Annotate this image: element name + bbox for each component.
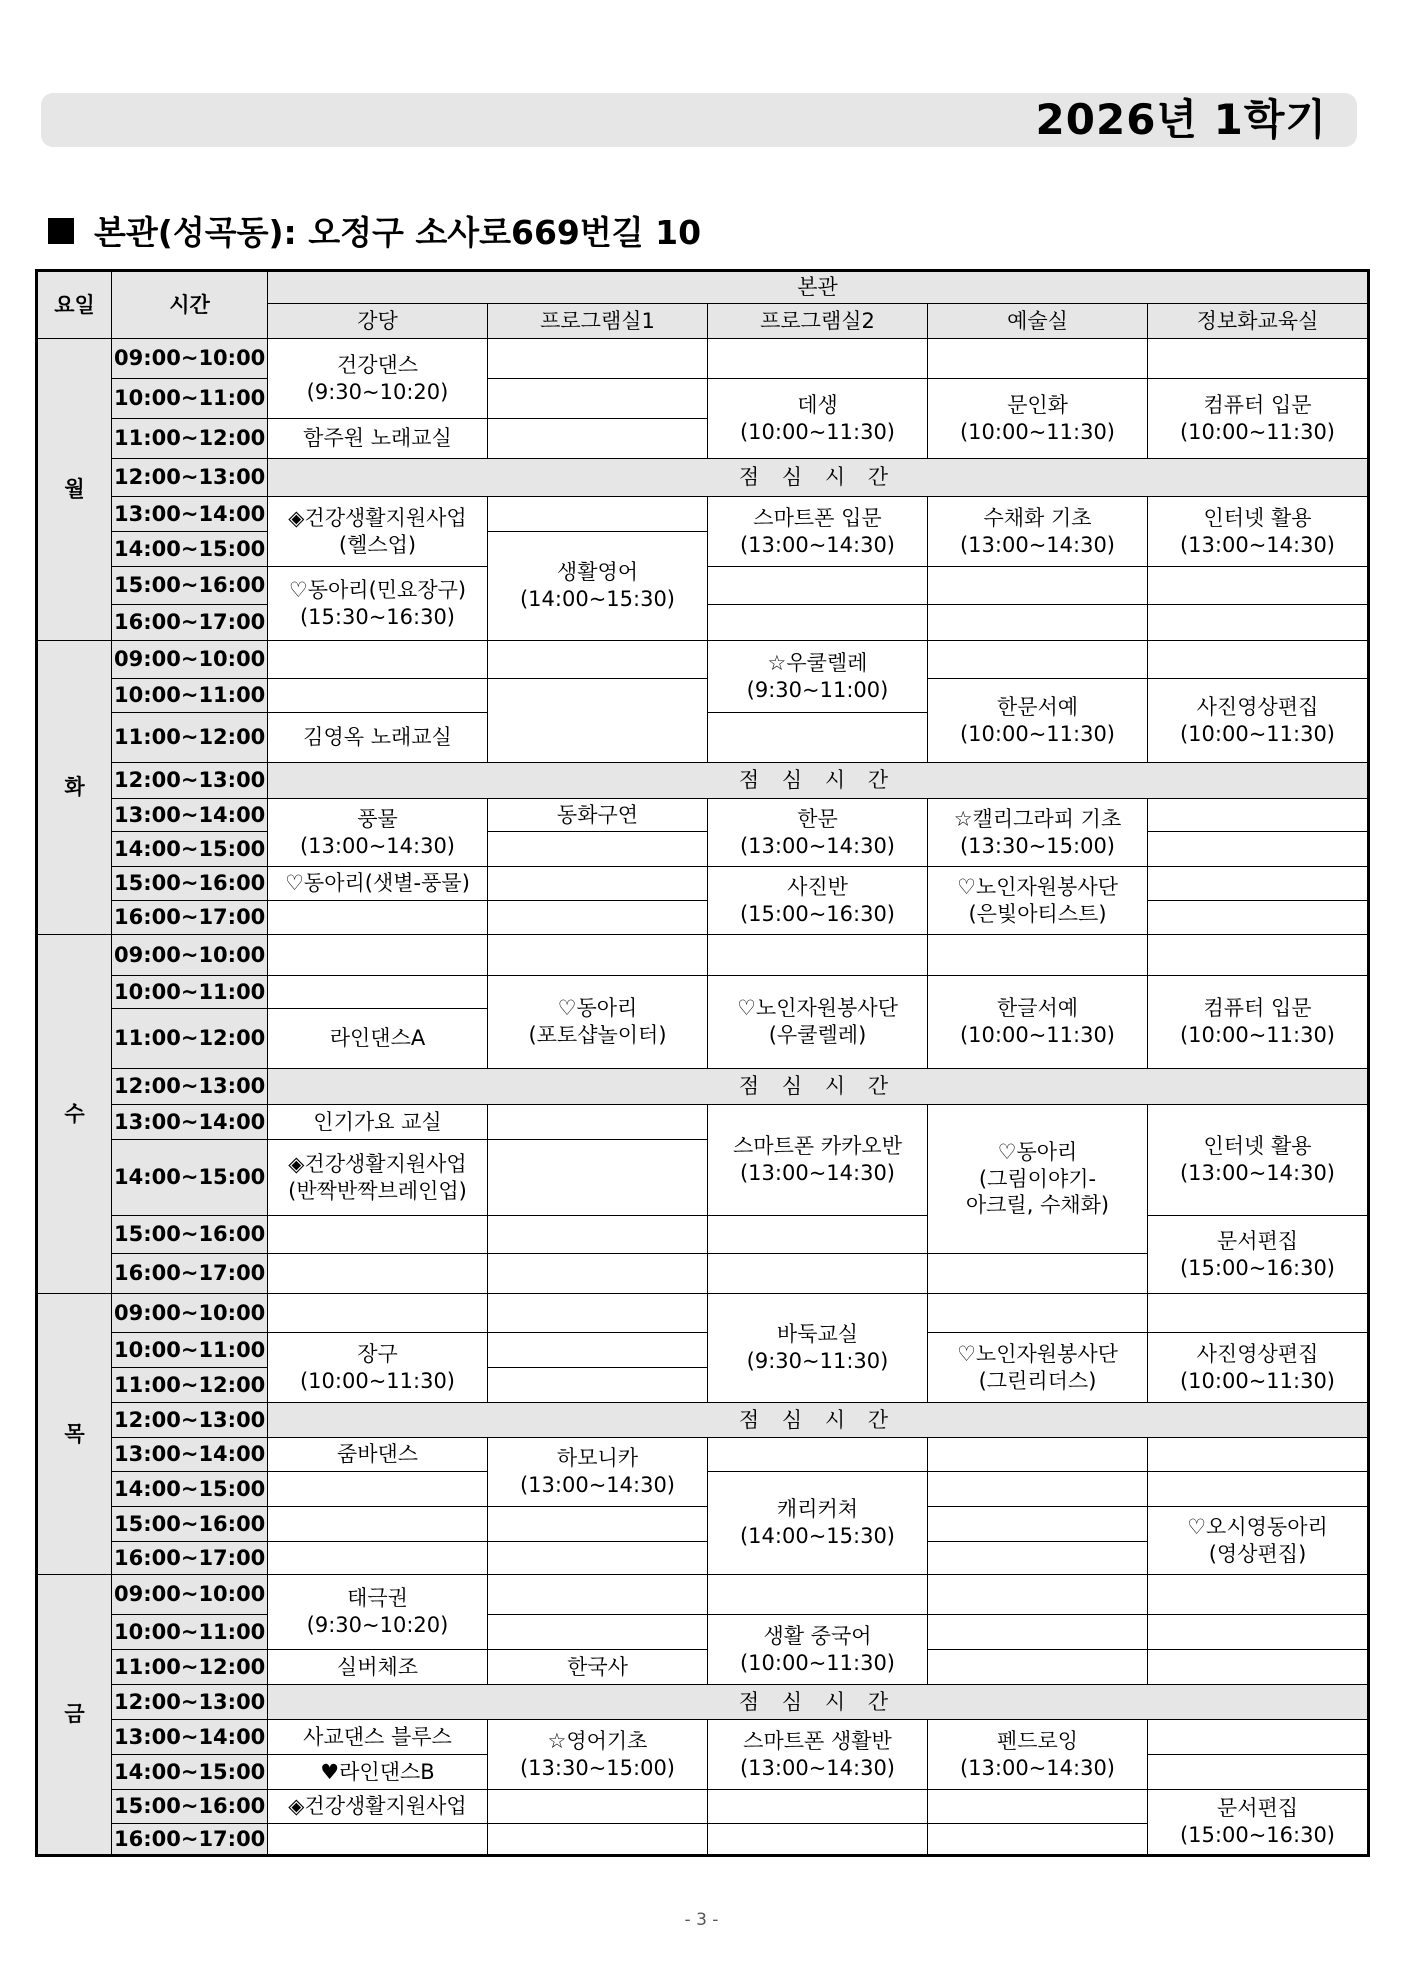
empty-cell xyxy=(488,1254,708,1294)
empty-cell xyxy=(708,567,928,605)
empty-cell xyxy=(708,1438,928,1472)
empty-cell xyxy=(1148,605,1369,641)
empty-cell xyxy=(488,1105,708,1140)
empty-cell xyxy=(488,935,708,976)
empty-cell xyxy=(1148,1438,1369,1472)
empty-cell xyxy=(488,1368,708,1403)
page-number: - 3 - xyxy=(684,1910,719,1930)
class-cell: 장구 (10:00~11:30) xyxy=(268,1333,488,1403)
class-cell: ♡동아리(샛별-풍물) xyxy=(268,867,488,901)
class-cell: 인터넷 활용 (13:00~14:30) xyxy=(1148,497,1369,567)
class-cell: 김영옥 노래교실 xyxy=(268,713,488,763)
empty-cell xyxy=(928,1790,1148,1824)
class-cell: 사교댄스 블루스 xyxy=(268,1720,488,1755)
empty-cell xyxy=(928,1294,1148,1333)
day-cell-mon: 월 xyxy=(37,339,112,641)
header-day: 요일 xyxy=(37,271,112,339)
class-cell: ♡오시영동아리 (영상편집) xyxy=(1148,1507,1369,1575)
empty-cell xyxy=(488,1216,708,1254)
empty-cell xyxy=(928,1472,1148,1507)
empty-cell xyxy=(488,1542,708,1575)
day-cell-tue: 화 xyxy=(37,641,112,935)
empty-cell xyxy=(488,1140,708,1216)
time-cell: 14:00~15:00 xyxy=(112,1140,268,1216)
empty-cell xyxy=(1148,1650,1369,1685)
empty-cell xyxy=(928,1824,1148,1856)
empty-cell xyxy=(708,1824,928,1856)
empty-cell xyxy=(268,1254,488,1294)
empty-cell xyxy=(1148,567,1369,605)
header-room-hall: 강당 xyxy=(268,304,488,339)
time-cell: 10:00~11:00 xyxy=(112,379,268,419)
empty-cell xyxy=(488,419,708,459)
empty-cell xyxy=(1148,799,1369,832)
class-cell: 줌바댄스 xyxy=(268,1438,488,1472)
section-title xyxy=(48,207,701,254)
time-cell: 09:00~10:00 xyxy=(112,339,268,379)
time-cell: 15:00~16:00 xyxy=(112,867,268,901)
time-cell: 13:00~14:00 xyxy=(112,1438,268,1472)
empty-cell xyxy=(708,1790,928,1824)
empty-cell xyxy=(488,641,708,679)
empty-cell xyxy=(708,1216,928,1254)
empty-cell xyxy=(268,1216,488,1254)
empty-cell xyxy=(928,1615,1148,1650)
empty-cell xyxy=(488,379,708,419)
empty-cell xyxy=(1148,1472,1369,1507)
empty-cell xyxy=(928,1575,1148,1615)
empty-cell xyxy=(268,1507,488,1542)
class-cell: 문서편집 (15:00~16:30) xyxy=(1148,1790,1369,1856)
class-cell: 문서편집 (15:00~16:30) xyxy=(1148,1216,1369,1294)
header-room-program1: 프로그램실1 xyxy=(488,304,708,339)
class-cell: 펜드로잉 (13:00~14:30) xyxy=(928,1720,1148,1790)
time-cell: 11:00~12:00 xyxy=(112,713,268,763)
lunch-row: 점 심 시 간 xyxy=(268,459,1369,497)
time-cell: 16:00~17:00 xyxy=(112,605,268,641)
empty-cell xyxy=(268,641,488,679)
header-building: 본관 xyxy=(268,271,1369,304)
empty-cell xyxy=(708,339,928,379)
empty-cell xyxy=(928,1507,1148,1542)
time-cell: 11:00~12:00 xyxy=(112,1368,268,1403)
empty-cell xyxy=(928,567,1148,605)
class-cell: 생활영어 (14:00~15:30) xyxy=(488,532,708,641)
empty-cell xyxy=(268,935,488,976)
empty-cell xyxy=(488,679,708,763)
empty-cell xyxy=(488,901,708,935)
time-cell: 12:00~13:00 xyxy=(112,763,268,799)
empty-cell xyxy=(708,1254,928,1294)
empty-cell xyxy=(1148,935,1369,976)
empty-cell xyxy=(268,679,488,713)
empty-cell xyxy=(928,339,1148,379)
empty-cell xyxy=(708,605,928,641)
class-cell: 한문서예 (10:00~11:30) xyxy=(928,679,1148,763)
square-bullet-icon xyxy=(48,218,74,244)
class-cell: 동화구연 xyxy=(488,799,708,832)
header-room-it: 정보화교육실 xyxy=(1148,304,1369,339)
empty-cell xyxy=(928,605,1148,641)
class-cell: 한글서예 (10:00~11:30) xyxy=(928,976,1148,1069)
class-cell: ◈건강생활지원사업 xyxy=(268,1790,488,1824)
class-cell: 사진영상편집 (10:00~11:30) xyxy=(1148,1333,1369,1403)
empty-cell xyxy=(928,1438,1148,1472)
class-cell: 한문 (13:00~14:30) xyxy=(708,799,928,867)
time-cell: 16:00~17:00 xyxy=(112,1824,268,1856)
time-cell: 13:00~14:00 xyxy=(112,1720,268,1755)
time-cell: 12:00~13:00 xyxy=(112,1685,268,1720)
class-cell: 한국사 xyxy=(488,1650,708,1685)
empty-cell xyxy=(1148,1755,1369,1790)
time-cell: 09:00~10:00 xyxy=(112,641,268,679)
class-cell: 문인화 (10:00~11:30) xyxy=(928,379,1148,459)
schedule-table xyxy=(35,269,1370,1857)
class-cell: ♡동아리(민요장구) (15:30~16:30) xyxy=(268,567,488,641)
header-time: 시간 xyxy=(112,271,268,339)
time-cell: 15:00~16:00 xyxy=(112,1507,268,1542)
day-cell-fri: 금 xyxy=(37,1575,112,1856)
time-cell: 10:00~11:00 xyxy=(112,1333,268,1368)
semester-title: 2026년 1학기 xyxy=(1035,95,1327,144)
class-cell: 컴퓨터 입문 (10:00~11:30) xyxy=(1148,379,1369,459)
time-cell: 10:00~11:00 xyxy=(112,1615,268,1650)
empty-cell xyxy=(1148,901,1369,935)
empty-cell xyxy=(268,976,488,1009)
section-title-text: 본관(성곡동): 오정구 소사로669번길 10 xyxy=(94,213,702,252)
empty-cell xyxy=(1148,867,1369,901)
class-cell: 사진반 (15:00~16:30) xyxy=(708,867,928,935)
empty-cell xyxy=(1148,832,1369,867)
empty-cell xyxy=(268,1472,488,1507)
time-cell: 16:00~17:00 xyxy=(112,901,268,935)
empty-cell xyxy=(488,1294,708,1333)
header-room-program2: 프로그램실2 xyxy=(708,304,928,339)
empty-cell xyxy=(1148,1615,1369,1650)
class-cell: ☆캘리그라피 기초 (13:30~15:00) xyxy=(928,799,1148,867)
time-cell: 12:00~13:00 xyxy=(112,1069,268,1105)
empty-cell xyxy=(488,1507,708,1542)
time-cell: 14:00~15:00 xyxy=(112,1472,268,1507)
time-cell: 15:00~16:00 xyxy=(112,1216,268,1254)
empty-cell xyxy=(488,1333,708,1368)
time-cell: 14:00~15:00 xyxy=(112,1755,268,1790)
lunch-row: 점 심 시 간 xyxy=(268,1685,1369,1720)
class-cell: 인기가요 교실 xyxy=(268,1105,488,1140)
empty-cell xyxy=(1148,641,1369,679)
empty-cell xyxy=(488,1790,708,1824)
class-cell: ♡동아리 (포토샵놀이터) xyxy=(488,976,708,1069)
class-cell: 데생 (10:00~11:30) xyxy=(708,379,928,459)
lunch-row: 점 심 시 간 xyxy=(268,1069,1369,1105)
day-cell-thu: 목 xyxy=(37,1294,112,1575)
lunch-row: 점 심 시 간 xyxy=(268,1403,1369,1438)
class-cell: ♥라인댄스B xyxy=(268,1755,488,1790)
empty-cell xyxy=(928,935,1148,976)
empty-cell xyxy=(488,339,708,379)
class-cell: 스마트폰 입문 (13:00~14:30) xyxy=(708,497,928,567)
time-cell: 16:00~17:00 xyxy=(112,1254,268,1294)
empty-cell xyxy=(268,1542,488,1575)
empty-cell xyxy=(928,1542,1148,1575)
time-cell: 09:00~10:00 xyxy=(112,935,268,976)
empty-cell xyxy=(488,867,708,901)
header-bar xyxy=(41,93,1357,147)
empty-cell xyxy=(708,935,928,976)
time-cell: 15:00~16:00 xyxy=(112,567,268,605)
class-cell: 하모니카 (13:00~14:30) xyxy=(488,1438,708,1507)
class-cell: 실버체조 xyxy=(268,1650,488,1685)
empty-cell xyxy=(708,1575,928,1615)
empty-cell xyxy=(928,1254,1148,1294)
day-cell-wed: 수 xyxy=(37,935,112,1294)
time-cell: 16:00~17:00 xyxy=(112,1542,268,1575)
class-cell: ♡노인자원봉사단 (은빛아티스트) xyxy=(928,867,1148,935)
class-cell: 함주원 노래교실 xyxy=(268,419,488,459)
time-cell: 14:00~15:00 xyxy=(112,832,268,867)
class-cell: ☆우쿨렐레 (9:30~11:00) xyxy=(708,641,928,713)
class-cell: 풍물 (13:00~14:30) xyxy=(268,799,488,867)
time-cell: 11:00~12:00 xyxy=(112,419,268,459)
class-cell: 태극권 (9:30~10:20) xyxy=(268,1575,488,1650)
empty-cell xyxy=(488,1615,708,1650)
empty-cell xyxy=(488,832,708,867)
class-cell: 캐리커쳐 (14:00~15:30) xyxy=(708,1472,928,1575)
empty-cell xyxy=(1148,339,1369,379)
time-cell: 14:00~15:00 xyxy=(112,532,268,567)
empty-cell xyxy=(488,1575,708,1615)
lunch-row: 점 심 시 간 xyxy=(268,763,1369,799)
class-cell: 수채화 기초 (13:00~14:30) xyxy=(928,497,1148,567)
empty-cell xyxy=(928,641,1148,679)
class-cell: 생활 중국어 (10:00~11:30) xyxy=(708,1615,928,1685)
class-cell: ◈건강생활지원사업 (반짝반짝브레인업) xyxy=(268,1140,488,1216)
empty-cell xyxy=(708,713,928,763)
time-cell: 13:00~14:00 xyxy=(112,497,268,532)
class-cell: 사진영상편집 (10:00~11:30) xyxy=(1148,679,1369,763)
class-cell: ☆영어기초 (13:30~15:00) xyxy=(488,1720,708,1790)
time-cell: 11:00~12:00 xyxy=(112,1009,268,1069)
time-cell: 09:00~10:00 xyxy=(112,1294,268,1333)
time-cell: 12:00~13:00 xyxy=(112,459,268,497)
time-cell: 15:00~16:00 xyxy=(112,1790,268,1824)
class-cell: 인터넷 활용 (13:00~14:30) xyxy=(1148,1105,1369,1216)
class-cell: 스마트폰 생활반 (13:00~14:30) xyxy=(708,1720,928,1790)
time-cell: 10:00~11:00 xyxy=(112,976,268,1009)
class-cell: ♡동아리 (그림이야기- 아크릴, 수채화) xyxy=(928,1105,1148,1254)
class-cell: 컴퓨터 입문 (10:00~11:30) xyxy=(1148,976,1369,1069)
empty-cell xyxy=(1148,1294,1369,1333)
time-cell: 10:00~11:00 xyxy=(112,679,268,713)
empty-cell xyxy=(268,901,488,935)
empty-cell xyxy=(488,1824,708,1856)
time-cell: 13:00~14:00 xyxy=(112,799,268,832)
class-cell: ♡노인자원봉사단 (그린리더스) xyxy=(928,1333,1148,1403)
class-cell: 스마트폰 카카오반 (13:00~14:30) xyxy=(708,1105,928,1216)
empty-cell xyxy=(928,1650,1148,1685)
class-cell: 바둑교실 (9:30~11:30) xyxy=(708,1294,928,1403)
class-cell: ◈건강생활지원사업 (헬스업) xyxy=(268,497,488,567)
header-room-art: 예술실 xyxy=(928,304,1148,339)
class-cell: ♡노인자원봉사단 (우쿨렐레) xyxy=(708,976,928,1069)
time-cell: 09:00~10:00 xyxy=(112,1575,268,1615)
empty-cell xyxy=(1148,1720,1369,1755)
time-cell: 12:00~13:00 xyxy=(112,1403,268,1438)
empty-cell xyxy=(268,1824,488,1856)
empty-cell xyxy=(1148,1575,1369,1615)
empty-cell xyxy=(488,497,708,532)
time-cell: 13:00~14:00 xyxy=(112,1105,268,1140)
class-cell: 건강댄스 (9:30~10:20) xyxy=(268,339,488,419)
empty-cell xyxy=(268,1294,488,1333)
time-cell: 11:00~12:00 xyxy=(112,1650,268,1685)
class-cell: 라인댄스A xyxy=(268,1009,488,1069)
